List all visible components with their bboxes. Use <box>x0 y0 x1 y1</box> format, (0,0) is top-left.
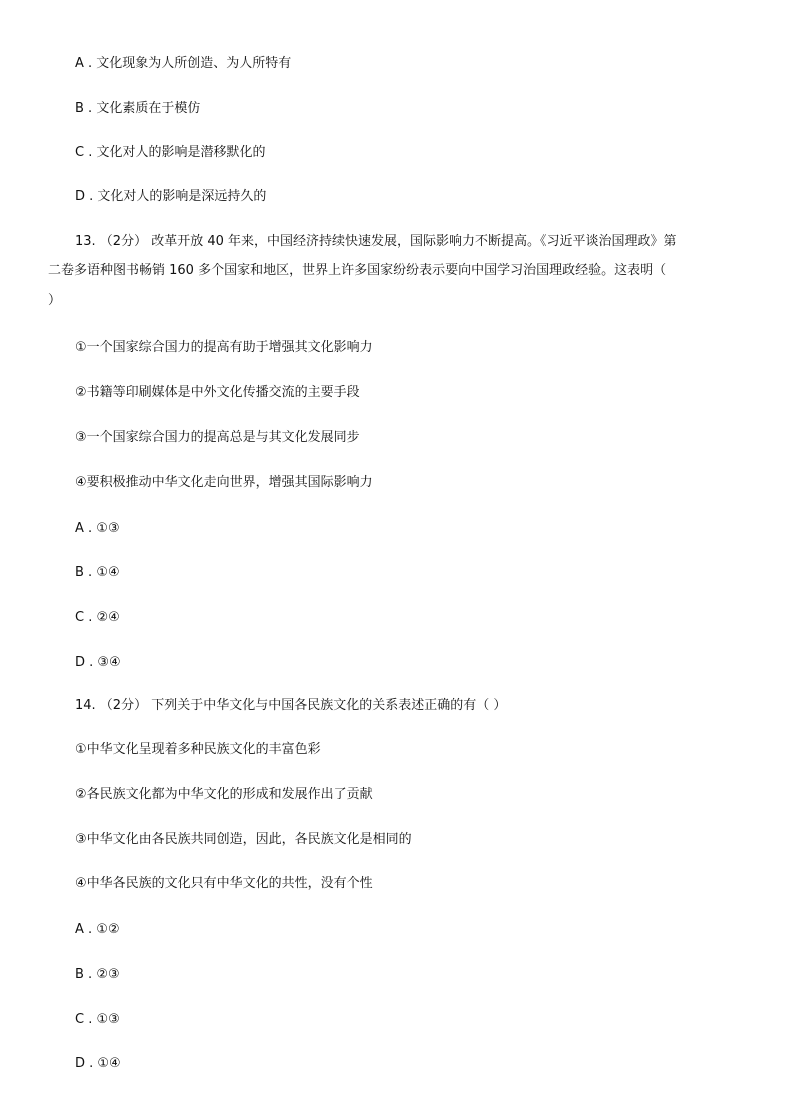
q13-stem-line3: ） <box>48 293 62 308</box>
q14-statement-4: ④中华各民族的文化只有中华文化的共性，没有个性 <box>75 876 373 891</box>
q13-statement-2: ②书籍等印刷媒体是中外文化传播交流的主要手段 <box>75 385 360 400</box>
q13-option-d: D . ③④ <box>75 655 121 670</box>
q13-stem-line2: 二卷多语种图书畅销 160 多个国家和地区，世界上许多国家纷纷表示要向中国学习治国理政经验。这表明（ <box>48 263 667 278</box>
q14-statement-1: ①中华文化呈现着多种民族文化的丰富色彩 <box>75 742 321 757</box>
q13-statement-1: ①一个国家综合国力的提高有助于增强其文化影响力 <box>75 340 373 355</box>
q14-option-d: D . ①④ <box>75 1056 121 1071</box>
q12-option-d: D . 文化对人的影响是深远持久的 <box>75 189 267 204</box>
q12-option-c: C . 文化对人的影响是潜移默化的 <box>75 145 266 160</box>
q14-option-b: B . ②③ <box>75 967 120 982</box>
q14-stem: 14. （2分） 下列关于中华文化与中国各民族文化的关系表述正确的有（ ） <box>75 698 507 713</box>
q14-option-a: A . ①② <box>75 922 120 937</box>
q14-statement-3: ③中华文化由各民族共同创造，因此，各民族文化是相同的 <box>75 832 412 847</box>
q13-statement-3: ③一个国家综合国力的提高总是与其文化发展同步 <box>75 430 360 445</box>
q13-option-b: B . ①④ <box>75 565 120 580</box>
q14-option-c: C . ①③ <box>75 1012 120 1027</box>
q12-option-b: B . 文化素质在于模仿 <box>75 101 201 116</box>
q13-statement-4: ④要积极推动中华文化走向世界，增强其国际影响力 <box>75 475 373 490</box>
q13-option-a: A . ①③ <box>75 521 120 536</box>
q13-stem-line1: 13. （2分） 改革开放 40 年来，中国经济持续快速发展，国际影响力不断提高。《习近平谈治国理政》第 <box>75 234 677 249</box>
q13-option-c: C . ②④ <box>75 610 120 625</box>
q14-statement-2: ②各民族文化都为中华文化的形成和发展作出了贡献 <box>75 787 373 802</box>
q12-option-a: A . 文化现象为人所创造、为人所特有 <box>75 56 292 71</box>
